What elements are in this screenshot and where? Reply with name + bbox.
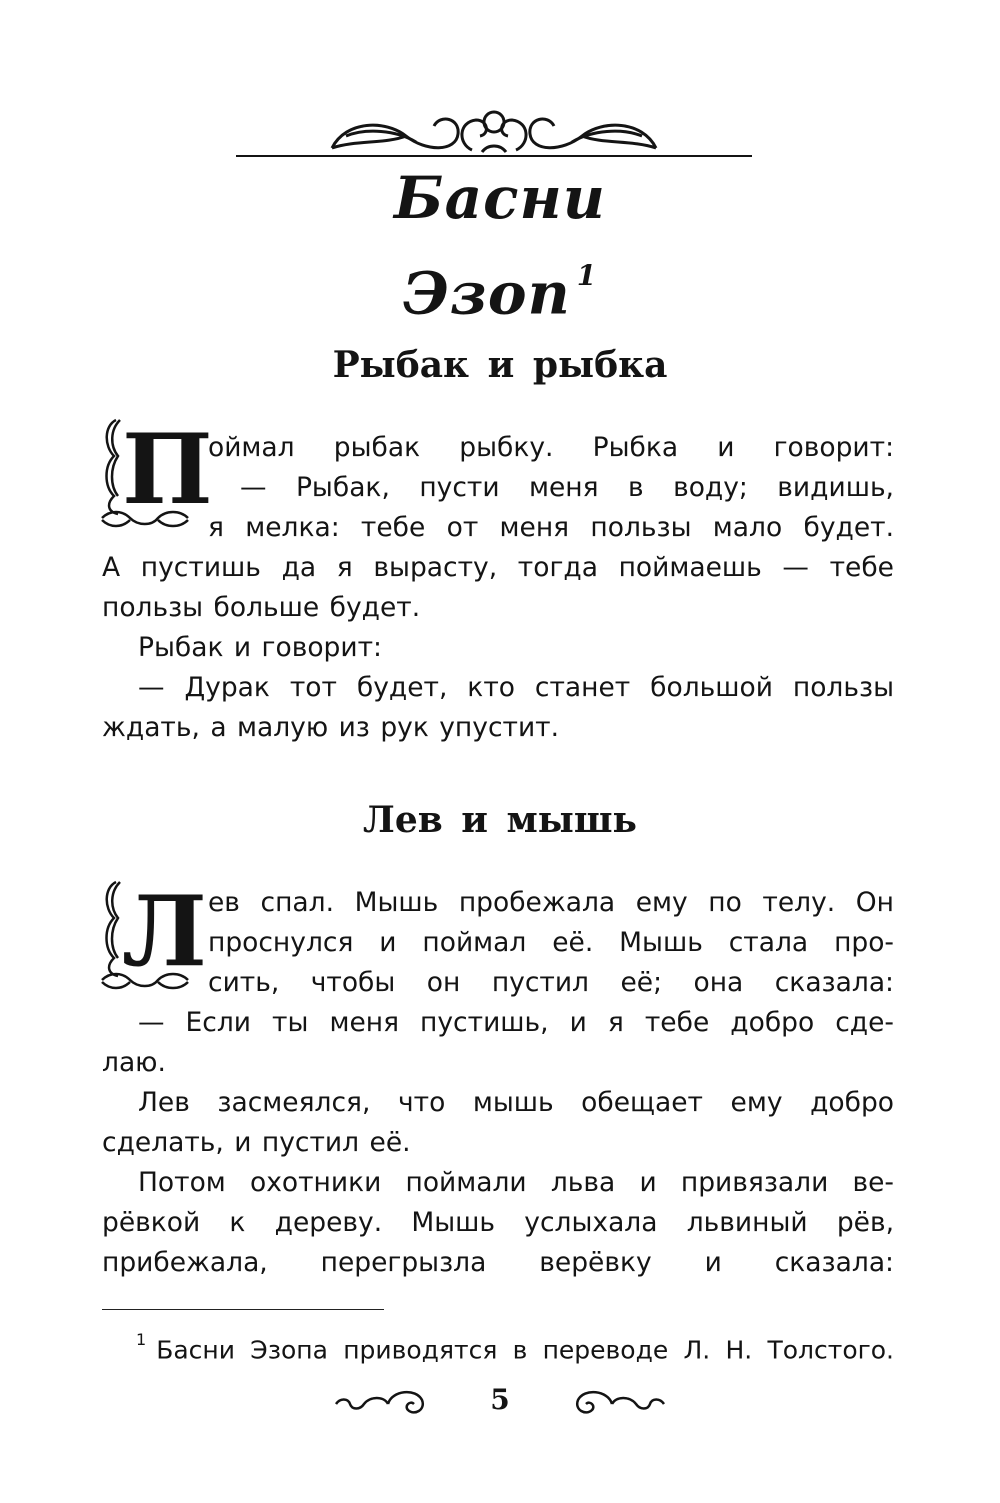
text-line: я мелка: тебе от меня пользы мало будет.: [208, 512, 894, 543]
text-line: ев спал. Мышь пробежала ему по телу. Он: [208, 887, 894, 918]
fable-title: Лев и мышь: [362, 799, 637, 841]
text-line: сить, чтобы он пустил её; она сказала:: [208, 967, 894, 998]
drop-cap: [96, 413, 213, 536]
text-line: — Если ты меня пустишь, и я тебе добро сде-: [138, 1007, 894, 1038]
book-title-author: Эзоп: [402, 259, 571, 328]
text-line: А пустишь да я вырасту, тогда поймаешь — тебе: [102, 552, 894, 583]
footnote-text: Басни Эзопа приводятся в переводе Л. Н. Толстого.: [156, 1335, 894, 1365]
text-line: лаю.: [102, 1047, 166, 1078]
text-line: оймал рыбак рыбку. Рыбка и говорит:: [208, 432, 894, 463]
text-line: сделать, и пустил её.: [102, 1127, 411, 1158]
footnote-marker: 1: [136, 1330, 147, 1349]
drop-cap: [96, 875, 207, 998]
drop-cap-letter: Л: [122, 875, 207, 988]
footnote-rule: [102, 1309, 384, 1310]
text-line: пользы больше будет.: [102, 592, 421, 623]
footnote: [136, 1324, 894, 1370]
text-line: — Дурак тот будет, кто станет большой пользы: [138, 672, 894, 703]
text-line: ждать, а малую из рук упустит.: [102, 712, 560, 743]
text-line: прибежала, перегрызла верёвку и сказала:: [102, 1247, 894, 1278]
text-line: Лев засмеялся, что мышь обещает ему добро: [138, 1087, 894, 1118]
book-title-line-1: Басни: [394, 164, 606, 232]
footnote-reference: 1: [576, 259, 598, 292]
text-line: проснулся и поймал её. Мышь стала про-: [208, 927, 894, 958]
book-title-line-2: [0, 252, 1000, 328]
text-line: рёвкой к дереву. Мышь услыхала львиный рёв,: [102, 1207, 894, 1238]
text-line: — Рыбак, пусти меня в воду; видишь,: [240, 472, 894, 503]
text-line: Потом охотники поймали льва и привязали ве-: [138, 1167, 894, 1198]
top-ornament: [236, 100, 752, 166]
drop-cap-letter: П: [122, 413, 213, 526]
page-number: 5: [490, 1383, 510, 1416]
fable-title: Рыбак и рыбка: [332, 344, 668, 386]
text-line: Рыбак и говорит:: [138, 632, 382, 663]
